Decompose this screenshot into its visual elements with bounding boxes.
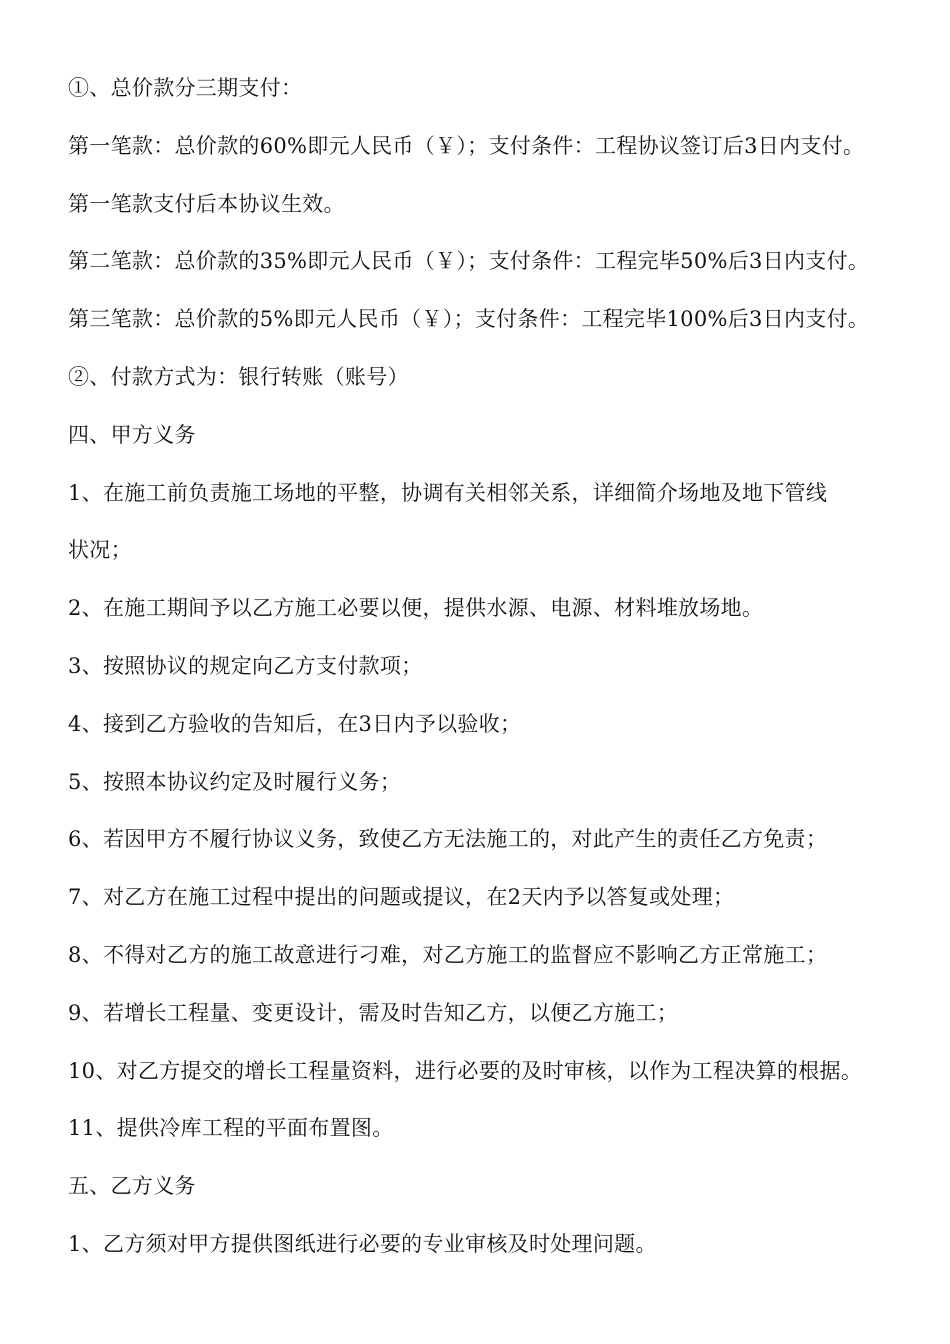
first-payment-line: 第一笔款：总价款的60%即元人民币（￥）；支付条件：工程协议签订后3日内支付。: [68, 133, 865, 158]
payment-schedule-heading: ①、总价款分三期支付：: [68, 76, 303, 100]
party-a-item-11: 11、提供冷库工程的平面布置图。: [68, 1116, 394, 1141]
third-payment-line: 第三笔款：总价款的5%即元人民币（￥）；支付条件：工程完毕100%后3日内支付。: [68, 307, 870, 332]
party-a-obligations-heading: 四、甲方义务: [68, 422, 196, 447]
party-a-item-3: 3、按照协议的规定向乙方支付款项；: [68, 653, 423, 678]
party-a-item-9: 9、若增长工程量、变更设计，需及时告知乙方，以便乙方施工；: [68, 1000, 679, 1025]
first-payment-effect-line: 第一笔款支付后本协议生效。: [68, 191, 345, 216]
party-a-item-7: 7、对乙方在施工过程中提出的问题或提议，在2天内予以答复或处理；: [68, 885, 735, 910]
party-b-obligations-heading: 五、乙方义务: [68, 1174, 196, 1199]
party-a-item-1: 1、在施工前负责施工场地的平整，协调有关相邻关系，详细简介场地及地下管线: [68, 480, 828, 505]
party-a-item-5: 5、按照本协议约定及时履行义务；: [68, 769, 402, 794]
party-b-item-1: 1、乙方须对甲方提供图纸进行必要的专业审核及时处理问题。: [68, 1231, 657, 1256]
party-a-item-8: 8、不得对乙方的施工故意进行刁难，对乙方施工的监督应不影响乙方正常施工；: [68, 942, 828, 967]
party-a-item-1-continued: 状况；: [68, 538, 132, 563]
payment-method-line: ②、付款方式为：银行转账（账号）: [68, 364, 409, 389]
second-payment-line: 第二笔款：总价款的35%即元人民币（￥）；支付条件：工程完毕50%后3日内支付。: [68, 249, 870, 274]
document-body: [68, 68, 898, 1282]
party-a-item-6: 6、若因甲方不履行协议义务，致使乙方无法施工的，对此产生的责任乙方免责；: [68, 827, 828, 852]
party-a-item-10: 10、对乙方提交的增长工程量资料，进行必要的及时审核，以作为工程决算的根据。: [68, 1058, 863, 1083]
party-a-item-2: 2、在施工期间予以乙方施工必要以便，提供水源、电源、材料堆放场地。: [68, 596, 764, 621]
party-a-item-4: 4、接到乙方验收的告知后，在3日内予以验收；: [68, 711, 522, 736]
